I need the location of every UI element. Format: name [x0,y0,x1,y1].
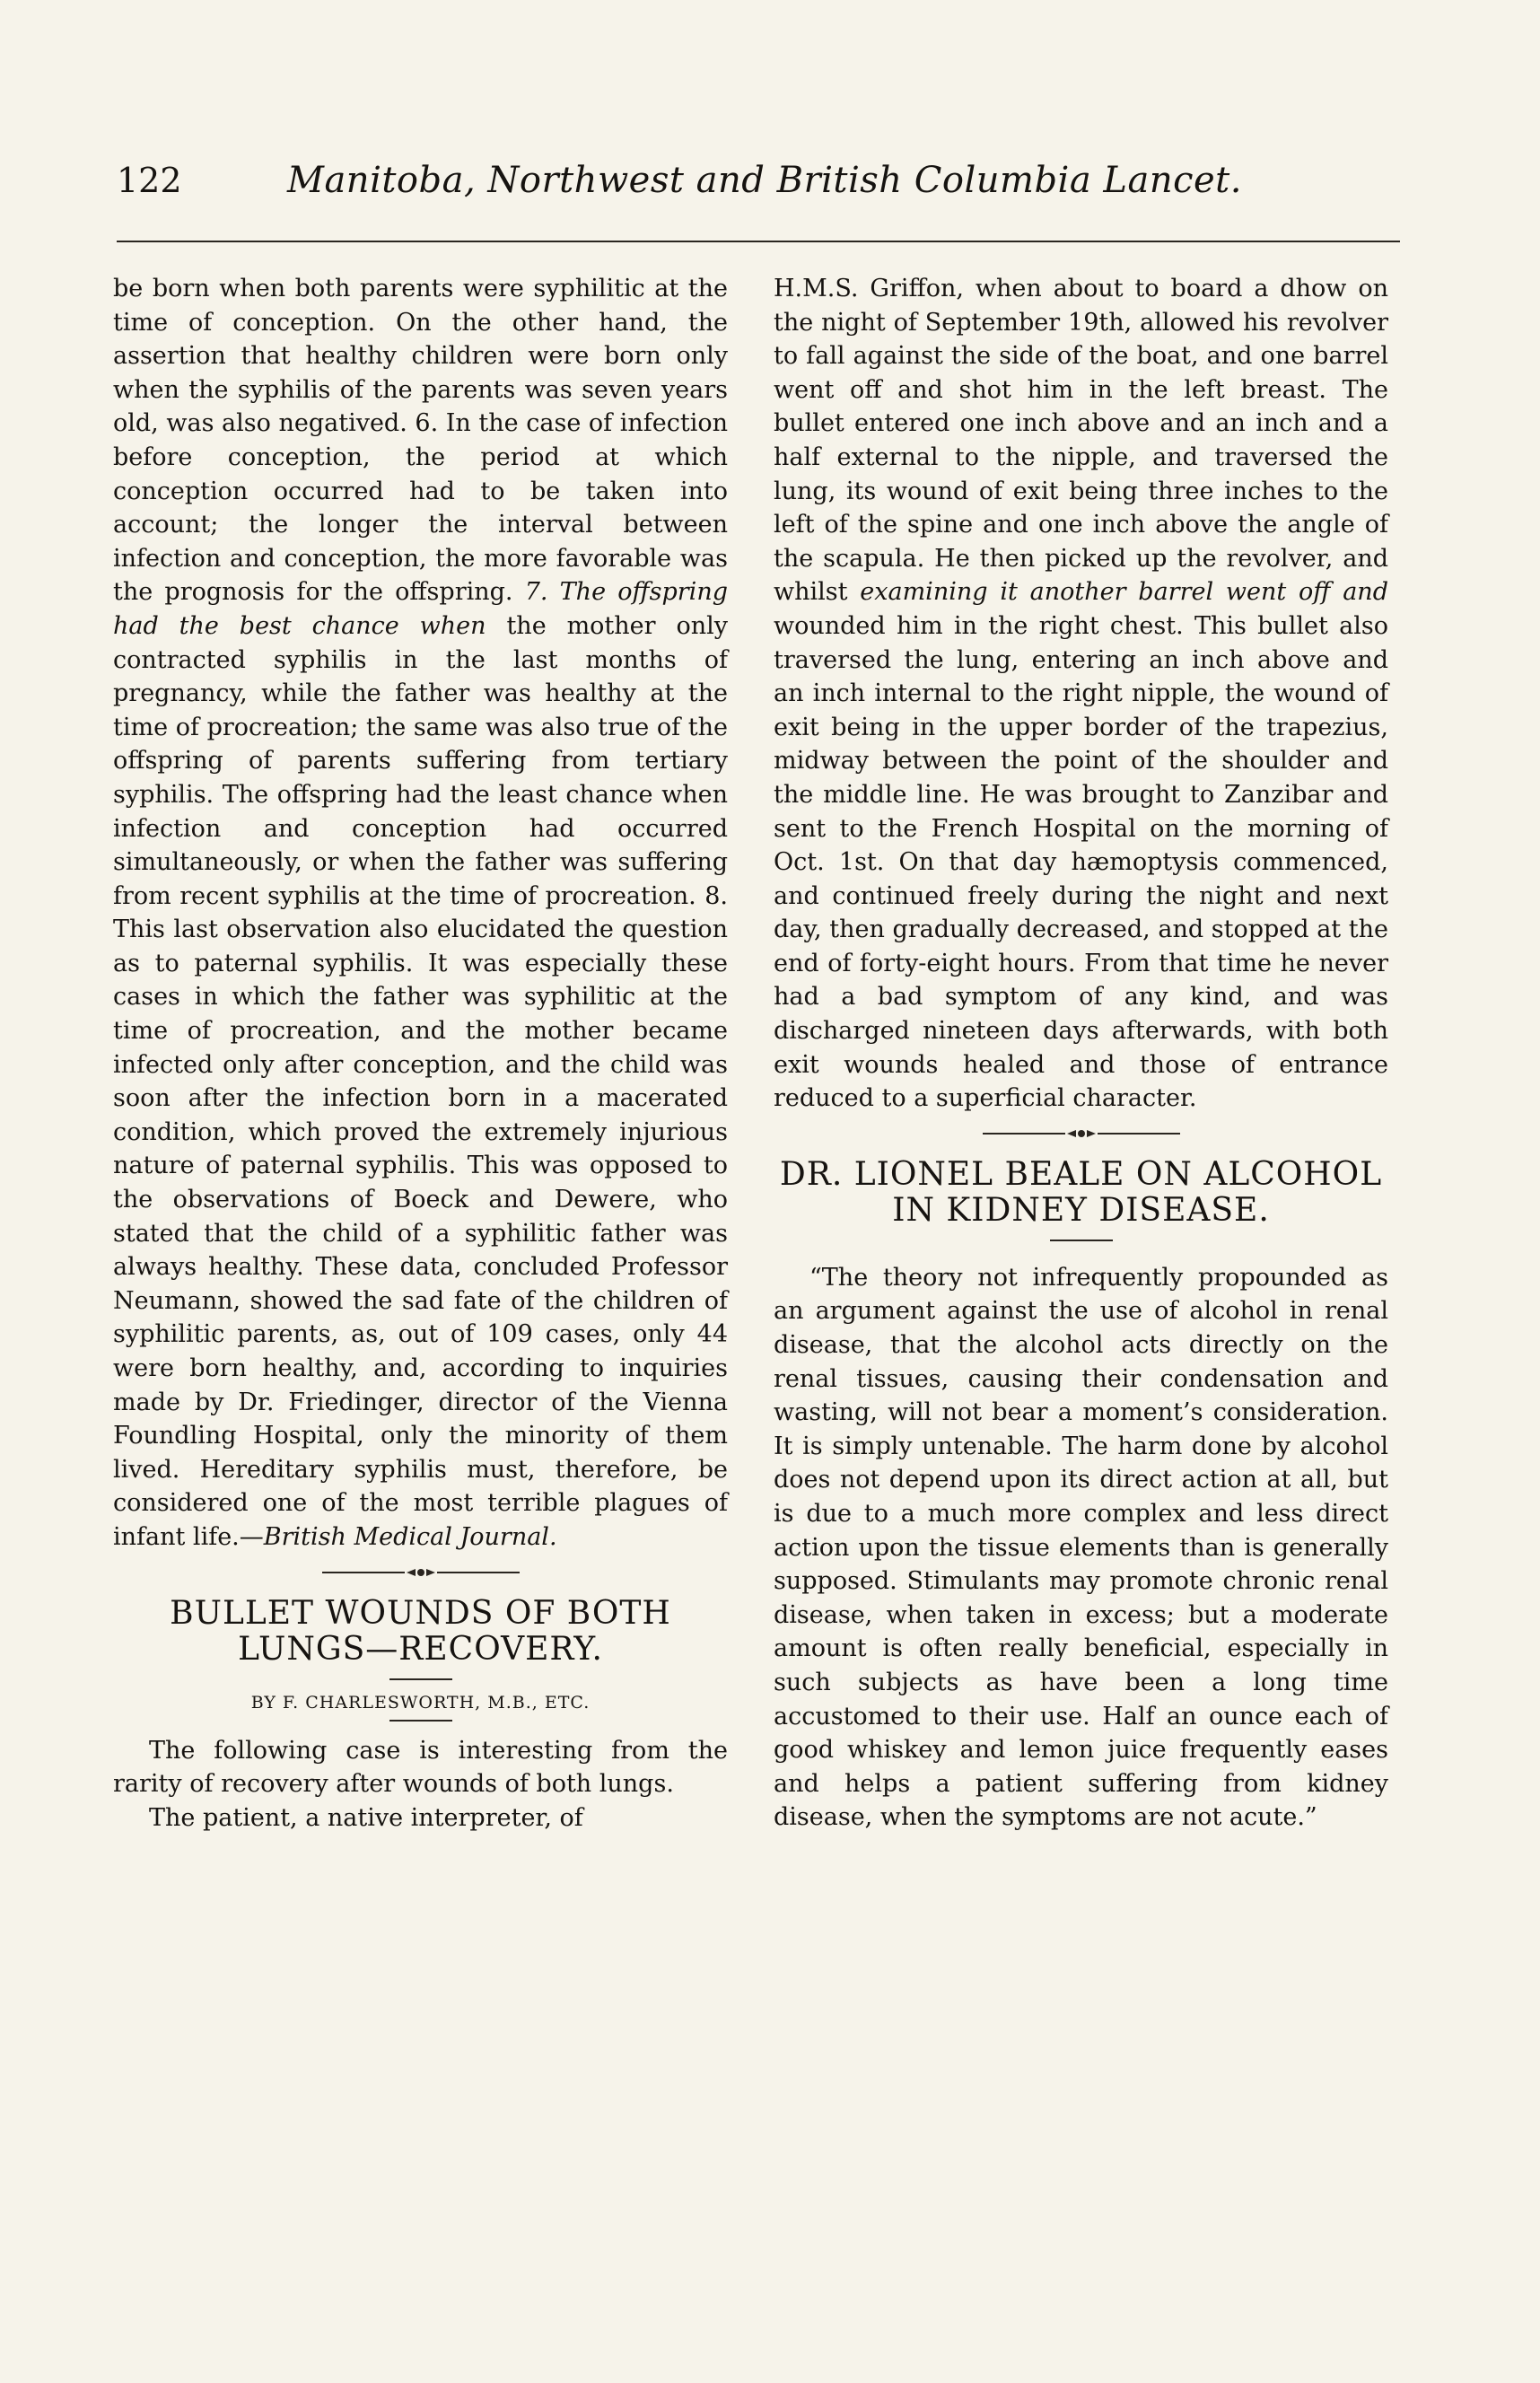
left-column [113,272,728,1835]
running-head [117,160,1409,201]
section-ornament [322,1564,520,1581]
page-number: 122 [117,161,182,200]
header-rule [117,241,1400,242]
paragraph-text: be born when both parents were syphilitic at the time of conception. On the other hand, the assertion that healthy children were born only when the syphilis of the parents was seven years old, was also negatived. 6. In the case of infection before conception, the period at which conception occurred had to be taken into account; the longer the interval between infection and conception, the more favorable was the prognosis for the offspring. [113,275,728,607]
title-rule [1050,1240,1113,1241]
paragraph: The patient, a native interpreter, of [149,1803,583,1832]
byline-rule [389,1720,452,1722]
paragraph-text: the mother only contracted syphilis in the last months of pregnancy, while the father was healthy at the time of procreation; the same was also true of the offspring of parents suffering from tertiary syphilis. The offspring had the least chance when infection and conception had occurred simultaneously, or when the father was suffering from recent syphilis at the time of procreation. 8. This last observation also elucidated the question as to paternal syphilis. It was especially these cases in which the father was syphilitic at the time of procreation, and the mother became infected only after conception, and the child was soon after the infection born in a macerated condition, which proved the extremely injurious nature of paternal syphilis. This was opposed to the observations of Boeck and Dewere, who stated that the child of a syphilitic father was always healthy. These data, concluded Professor Neumann, showed the sad fate of the children of syphilitic parents, as, out of 109 cases, only 44 were born healthy, and, according to inquiries made by Dr. Friedinger, director of the Vienna Foundling Hospital, only the minority of them lived. Hereditary syphilis must, therefore, be considered one of the most terrible plagues of infant life.— [113,611,728,1551]
journal-title: Manitoba, Northwest and British Columbia Lancet. [287,160,1242,201]
paragraph: The following case is interesting from the rarity of recovery after wounds of both lungs. [113,1736,728,1799]
quotation-paragraph: “The theory not infrequently propounded as an argument against the use of alcohol in renal disease, that the alcohol acts directly on the renal tissues, causing their condensation and wasting, will not bear a moment’s consideration. It is simply untenable. The harm done by alcohol does not depend upon its direct action at all, but is due to a much more complex and less direct action upon the tissue elements than is generally supposed. Stimulants may promote chronic renal disease, when taken in excess; but a moderate amount is often really beneficial, especially in such subjects as have been a long time accustomed to their use. Half an ounce each of good whiskey and lemon juice frequently eases and helps a patient suffering from kidney disease, when the symptoms are not acute.” [774,1263,1388,1832]
section-ornament [983,1125,1180,1143]
source-citation: British Medical Journal. [263,1522,557,1551]
right-column [774,272,1388,1835]
italic-sentence: 7. The offspring had the best chance when [113,578,728,640]
italic-sentence: examining it another barrel went off and [860,578,1388,607]
continued-paragraph [774,272,1388,1116]
paragraph-text: wounded him in the right chest. This bullet also traversed the lung, entering an inch above and an inch internal to the right nipple, the wound of exit being in the upper border of the trapezius, midway between the point of the shoulder and the middle line. He was brought to Zanzibar and sent to the French Hospital on the morning of Oct. 1st. On that day hæmoptysis commenced, and continued freely during the night and next day, then gradually decreased, and stopped at the end of forty-eight hours. From that time he never had a bad symptom of any kind, and was discharged nineteen days afterwards, with both exit wounds healed and those of entrance reduced to a superficial character. [774,611,1388,1113]
title-rule [389,1678,452,1680]
byline: BY F. CHARLESWORTH, M.B., ETC. [250,1692,591,1713]
continued-paragraph [113,272,728,1555]
section-title: BULLET WOUNDS OF BOTH LUNGS—RECOVERY. [170,1594,671,1668]
paragraph-text: H.M.S. Griffon, when about to board a dhow on the night of September 19th, allowed his revolver to fall against the side of the boat, and one barrel went off and shot him in the left breast. The bullet entered one inch above and an inch and a half external to the nipple, and traversed the lung, its wound of exit being three inches to the left of the spine and one inch above the angle of the scapula. He then picked up the revolver, and whilst [774,275,1388,607]
section-title: DR. LIONEL BEALE ON ALCOHOL IN KIDNEY DISEASE. [779,1155,1383,1229]
